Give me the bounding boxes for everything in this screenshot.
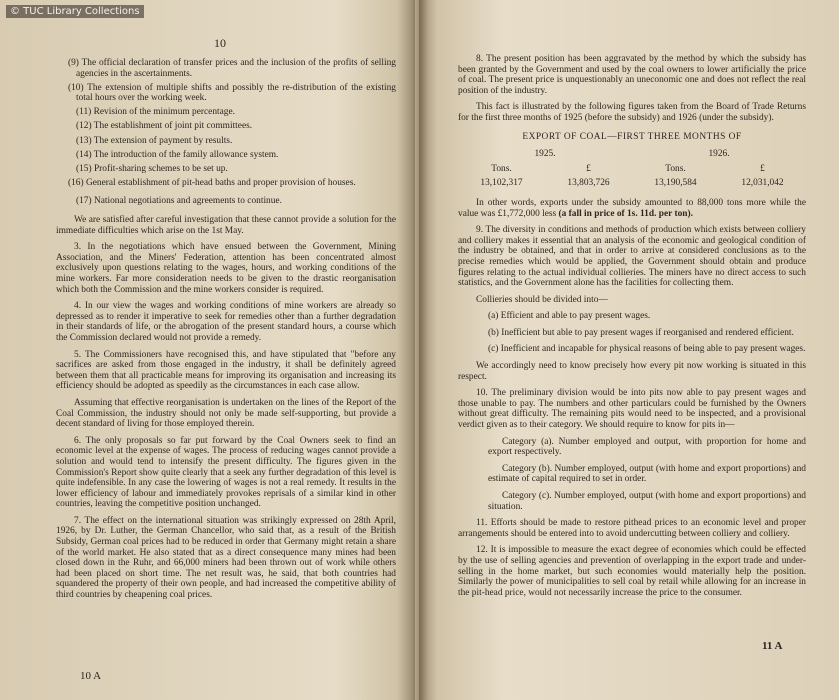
paragraph: 10. The preliminary division would be into pits now able to pay present wages and those unable to pay. The numbers and other particulars could be furnished by the Owners without great difficulty. The remaining pits would need to be inspected, and a provisional verdict given as to their category. We should require to know for pits in— (458, 388, 806, 431)
paragraph: We accordingly need to know precisely how every pit now working is situated in this respect. (458, 361, 806, 382)
export-table (458, 148, 806, 192)
list-item: (10) The extension of multiple shifts and possibly the re-distribution of the existing total hours over the working week. (68, 82, 396, 104)
table-header: Tons. (665, 163, 686, 174)
credit-watermark: © TUC Library Collections (6, 5, 144, 18)
left-page (0, 0, 415, 700)
paragraph: Collieries should be divided into— (476, 294, 608, 305)
list-item: (16) General establishment of pit-head baths and proper provision of houses. (68, 177, 356, 188)
list-item: (17) National negotiations and agreements to continue. (76, 196, 282, 207)
list-item: Category (b). Number employed, output (with home and export proportions) and estimate of capital required to set in order. (488, 463, 806, 485)
paragraph: We are satisfied after careful investigation that these cannot provide a solution for the immediate difficulties which arise on the 1st May. (56, 215, 396, 236)
table-year: 1926. (708, 149, 730, 160)
list-item: (15) Profit-sharing schemes to be set up. (76, 163, 228, 174)
paragraph: 3. In the negotiations which have ensued between the Government, Mining Association, and the Miners' Federation, attention has been concentrated almost exclusively upon questions relating to the wages, hours, and working conditions of the mine workers. Far more consideration needs to be given to the drastic reorganisation which both the Commission and the mine workers consider is required. (56, 242, 396, 295)
table-header: Tons. (491, 163, 512, 174)
list-item: (11) Revision of the minimum percentage. (76, 107, 235, 118)
paragraph: 5. The Commissioners have recognised this, and have stipulated that "before any sacrifices are asked from those engaged in the industry, it shall be definitely agreed between them that all practicable means for improving its organisation and increasing its efficiency should be adopted as speedily as the circumstances in each case allow. (56, 349, 396, 392)
table-header: £ (586, 163, 591, 174)
paragraph: 11. Efforts should be made to restore pithead prices to an economic level and proper arrangements should be entered into to avoid undercutting between colliery and colliery. (458, 518, 806, 539)
table-cell: 12,031,042 (741, 178, 784, 189)
list-item: (12) The establishment of joint pit committees. (76, 121, 253, 132)
right-page (424, 0, 839, 700)
paragraph: 6. The only proposals so far put forward by the Coal Owners seek to find an economic level at the expense of wages. The process of reducing wages cannot provide a solution and would tend to intensify the present difficulty. The figures given in the Commission's Report show quite clearly that a seek any further degradation of this level is quite indefensible. In any case the lowering of wages is not a real remedy. It results in the lower efficiency of labour and immediately provokes reprisals of a similar kind in other countries, leaving the competitive position unchanged. (56, 435, 396, 510)
paragraph: 12. It is impossible to measure the exact degree of economies which could be effected by the use of selling agencies and prevention of overlapping in the export trade and under-selling in the home market, but such economies would materially help the position. Similarly the power of municipalities to sell coal by retail while allowing for an increase in the pit-head price, would not necessarily increase the price to the consumer. (458, 545, 806, 598)
paragraph: This fact is illustrated by the following figures taken from the Board of Trade Returns for the first three months of 1925 (before the subsidy) and 1926 (under the subsidy). (458, 102, 806, 123)
list-item: Category (a). Number employed and output, with proportion for home and export respectively. (488, 436, 806, 458)
list-item: (9) The official declaration of transfer prices and the inclusion of the profits of selling agencies in the ascertainments. (68, 58, 396, 79)
paragraph-text: In other words, exports under the subsidy amounted to 88,000 tons more while the value was £1,772,000 less (458, 197, 806, 219)
right-page-text (458, 54, 806, 604)
list-item: (a) Efficient and able to pay present wages. (488, 311, 651, 322)
list-item: (14) The introduction of the family allowance system. (76, 149, 279, 160)
table-year: 1925. (534, 149, 556, 160)
table-caption: EXPORT OF COAL—FIRST THREE MONTHS OF (522, 131, 742, 142)
list-item: (c) Inefficient and incapable for physical reasons of being able to pay present wages. (488, 344, 806, 355)
paragraph: 9. The diversity in conditions and methods of production which exists between colliery and colliery makes it essential that an analysis of the economic and geological condition of the industry be obtained, and that in order to arrive at considered conclusions as to the precise remedies which would be applied, the Government should obtain and produce figures relating to the actual individual collieries. The miners have no direct access to such statistics, and the Government alone has the facilities for collecting them. (458, 225, 806, 289)
list-item: Category (c). Number employed, output (with home and export proportions) and situation. (488, 491, 806, 512)
paragraph: 8. The present position has been aggravated by the method by which the subsidy has been granted by the Government and used by the coal owners to lower artificially the price of coal. The present price is unquestionably an uneconomic one and does not reflect the real position of the industry. (458, 54, 806, 96)
left-page-text (56, 58, 396, 607)
list-item: (13) The extension of payment by results. (76, 135, 233, 146)
bold-text: (a fall in price of 1s. 11d. per ton). (558, 208, 693, 219)
table-header: £ (760, 163, 765, 174)
paragraph: 7. The effect on the international situation was strikingly expressed on 28th April, 1926, by Dr. Luther, the German Chancellor, who said that, as a result of the British Subsidy, German coal prices had to be reduced in order that Germany might retain a share of the world market. He also stated that as a direct consequence many mines had been closed down in the Ruhr, and 66,000 miners had been thrown out of work while others had been placed on short time. The net result was, he said, that both countries had squandered the property of their own people, and had increased the competitive ability of third countries by cheapening coal prices. (56, 515, 396, 601)
list-item: (b) Inefficient but able to pay present wages if reorganised and rendered efficient. (488, 327, 794, 338)
right-page-number: 11 A (762, 640, 783, 652)
left-page-number: 10 (214, 36, 226, 50)
paragraph: Assuming that effective reorganisation is undertaken on the lines of the Report of the Coal Commission, the industry should not only be made self-supporting, but provide a decent standard of living for those employed therein. (56, 397, 396, 430)
paragraph (458, 198, 806, 219)
table-cell: 13,190,584 (654, 178, 697, 189)
table-cell: 13,102,317 (480, 178, 523, 189)
paragraph: 4. In our view the wages and working conditions of mine workers are already so depressed as to render it imperative to seek for remedies other than a further degradation in their standards of life, or the abrogation of the present standard hours, a course which the Commission declared would not provide a remedy. (56, 301, 396, 343)
table-cell: 13,803,726 (567, 178, 610, 189)
left-page-footer: 10 A (80, 670, 102, 682)
